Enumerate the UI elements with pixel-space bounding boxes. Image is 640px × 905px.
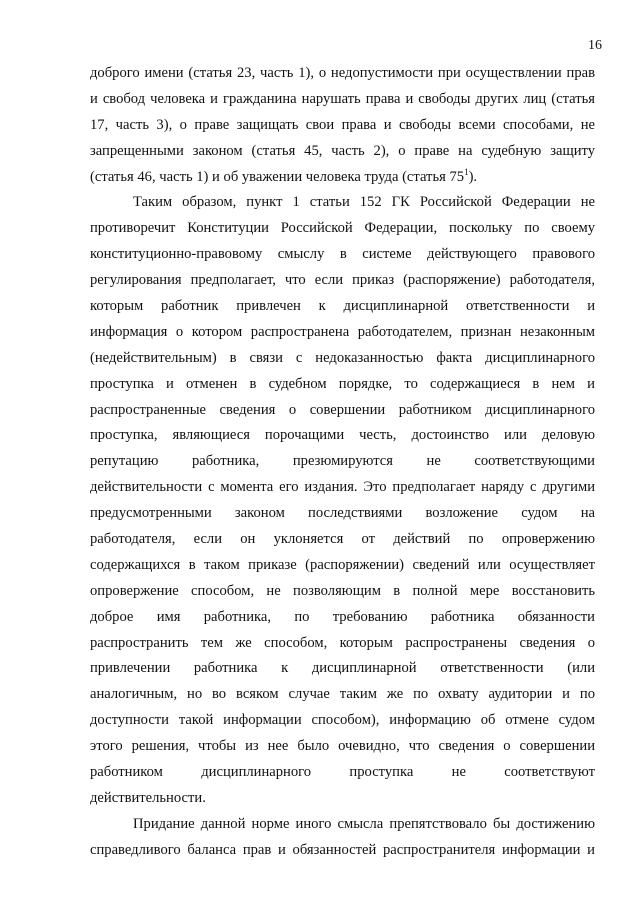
text-line: противоречит Конституции Российской Федерации, поскольку по своему xyxy=(90,220,595,237)
text-line: работником дисциплинарного проступка не соответствуют xyxy=(90,764,595,781)
text-line: (недействительным) в связи с недоказанностью факта дисциплинарного xyxy=(90,349,595,366)
text-line: Таким образом, пункт 1 статьи 152 ГК Российской Федерации не xyxy=(133,194,595,211)
paragraph-2 xyxy=(90,190,595,811)
text-line: проступка, являющиеся порочащими честь, достоинство или деловую xyxy=(90,427,595,444)
text-line: регулирования предполагает, что если приказ (распоряжение) работодателя, xyxy=(90,272,595,289)
text-line: опровержение способом, не позволяющим в полной мере восстановить xyxy=(90,582,595,599)
text-line: работодателя, если он уклоняется от действий по опровержению xyxy=(90,531,595,548)
text-line: информация о котором распространена работодателем, признан незаконным xyxy=(90,323,595,340)
paragraph-3 xyxy=(90,812,595,864)
footnote-superscript: 1 xyxy=(464,166,469,177)
text-line: Придание данной норме иного смысла препятствовало бы достижению xyxy=(133,815,595,832)
text-line: справедливого баланса прав и обязанностей распространителя информации и xyxy=(90,841,595,858)
text-line: репутацию работника, презюмируются не соответствующими xyxy=(90,453,595,470)
text-fragment: (статья 46, часть 1) и об уважении человека труда (статья 75 xyxy=(90,168,465,185)
text-line: распространенные сведения о совершении работником дисциплинарного xyxy=(90,401,595,418)
text-line: этого решения, чтобы из нее было очевидно, что сведения о совершении xyxy=(90,738,595,755)
text-line: 17, часть 3), о праве защищать свои права и свободы всеми способами, не xyxy=(90,116,595,133)
text-line: аналогичным, но во всяком случае таким же по охвату аудитории и по xyxy=(90,686,595,703)
text-line: доступности такой информации способом), информацию об отмене судом xyxy=(90,712,595,729)
text-line: содержащихся в таком приказе (распоряжении) сведений или осуществляет xyxy=(90,556,595,573)
text-line: предусмотренными законом последствиями возложение судом на xyxy=(90,505,595,522)
text-line: привлечении работника к дисциплинарной ответственности (или xyxy=(90,660,595,677)
text-line: распространить тем же способом, которым распространены сведения о xyxy=(90,634,595,651)
paragraph-1 xyxy=(90,61,595,190)
body-text xyxy=(90,61,595,864)
text-line: действительности с момента его издания. Это предполагает наряду с другими xyxy=(90,479,595,496)
text-line xyxy=(90,165,595,191)
text-line: конституционно-правовому смыслу в системе действующего правового xyxy=(90,246,595,263)
text-line: доброе имя работника, по требованию работника обязанности xyxy=(90,608,595,625)
page-number: 16 xyxy=(588,38,602,53)
text-line: которым работник привлечен к дисциплинарной ответственности и xyxy=(90,298,595,315)
text-line: проступка и отменен в судебном порядке, то содержащиеся в нем и xyxy=(90,375,595,392)
text-fragment: ). xyxy=(468,168,478,185)
text-line: и свобод человека и гражданина нарушать права и свободы других лиц (статья xyxy=(90,90,595,107)
text-line: действительности. xyxy=(90,789,206,806)
text-line: запрещенными законом (статья 45, часть 2), о праве на судебную защиту xyxy=(90,142,595,159)
text-line: доброго имени (статья 23, часть 1), о недопустимости при осуществлении прав xyxy=(90,65,595,81)
